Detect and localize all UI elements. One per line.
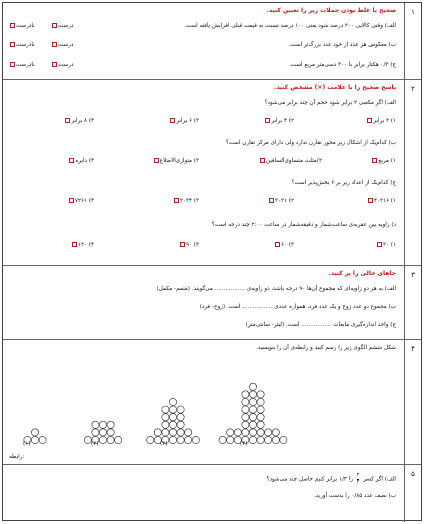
mcq-b-option-1[interactable]: ۱) مربع [371, 158, 396, 165]
checkbox[interactable] [154, 158, 159, 163]
pattern-circle-fig4 [249, 436, 256, 443]
pattern-circle-fig3 [177, 414, 184, 421]
pattern-circle-fig3 [169, 398, 176, 405]
pattern-circle-fig2 [115, 436, 122, 443]
checkbox[interactable] [275, 242, 280, 247]
mcq-b-option-2[interactable]: ۲)مثلث متساوی‌الساقین [259, 158, 322, 165]
question-5b: ب) نصف عدد ۰/۸۵ را بدست آورید. [313, 493, 396, 499]
pattern-circle-fig2 [99, 429, 106, 436]
pattern-circle-fig3 [169, 436, 176, 443]
mcq-a-option-3[interactable]: ۳) ۶ برابر [169, 118, 199, 125]
fraction: ۲ ۴ [356, 472, 360, 485]
pattern-circle-fig4 [219, 436, 226, 443]
checkbox[interactable] [174, 198, 179, 203]
answer-true-c[interactable]: درست [51, 62, 73, 69]
pattern-circle-fig4 [249, 421, 256, 428]
figure-label-2: (۲) [91, 441, 99, 447]
pattern-circle-fig4 [249, 383, 256, 390]
question-number: ۲ [404, 80, 421, 265]
pattern-circle-fig3 [169, 414, 176, 421]
question-title: شکل ششم الگوی زیر را رسم کنید و رابطه‌ی آن را بنویسید. [256, 345, 396, 351]
mcq-c-option-4[interactable]: ۴) ۷۲۶۱ [68, 198, 94, 205]
question-title: جاهای خالی را پر کنید. [328, 270, 396, 277]
statement-b: ب) معکوس هر عدد از خود عدد بزرگ‌تر است. [288, 42, 396, 48]
pattern-circle-fig2 [107, 421, 114, 428]
pattern-circle-fig4 [265, 436, 272, 443]
answer-false-c[interactable]: نادرست [9, 62, 35, 69]
checkbox[interactable] [72, 242, 77, 247]
question-2 [3, 80, 421, 266]
question-number: ۴ [404, 340, 421, 464]
checkbox[interactable] [52, 62, 57, 67]
pattern-circle-fig4 [249, 391, 256, 398]
checkbox[interactable] [10, 23, 15, 28]
question-5a: الف) اگر کسر ۲ ۴ را ۱/۳ برابر کنیم حاصل چند می‌شود؟ [266, 472, 396, 485]
pattern-circle-fig4 [257, 398, 264, 405]
checkbox[interactable] [372, 158, 377, 163]
mcq-c-option-2[interactable]: ۲) ۳۰۲۱ [268, 198, 294, 205]
pattern-circle-fig2 [107, 436, 114, 443]
pattern-circle-fig3 [177, 429, 184, 436]
checkbox[interactable] [269, 198, 274, 203]
question-1 [3, 3, 421, 80]
checkbox[interactable] [368, 198, 373, 203]
checkbox[interactable] [52, 42, 57, 47]
pattern-circle-fig2 [92, 421, 99, 428]
pattern-circle-fig4 [257, 436, 264, 443]
relation-label: :رابطه [9, 454, 25, 460]
pattern-circle-fig2 [99, 421, 106, 428]
mcq-d-option-3[interactable]: ۳) ۹۰ [179, 242, 199, 249]
checkbox[interactable] [52, 23, 57, 28]
figure-label-4: (۴) [240, 441, 248, 447]
statement-a: الف) وقتی کالایی ۲۰۰ درصد شود یعنی ۱۰۰ درصد نسبت به قیمت قبلی افزایش یافته است. [184, 23, 396, 29]
mcq-d-option-1[interactable]: ۱) ۳۰ [376, 242, 396, 249]
pattern-circle-fig3 [147, 436, 154, 443]
pattern-circle-fig4 [257, 429, 264, 436]
answer-false-a[interactable]: نادرست [9, 23, 35, 30]
figure-label-3: (۳) [160, 441, 168, 447]
pattern-circle-fig4 [249, 414, 256, 421]
pattern-circle-fig4 [272, 429, 279, 436]
checkbox[interactable] [265, 118, 270, 123]
pattern-circle-fig4 [272, 436, 279, 443]
mcq-d-option-4[interactable]: ۴) ۱۲۰ [71, 242, 94, 249]
mcq-a-option-4[interactable]: ۴) ۸ برابر [64, 118, 94, 125]
question-number: ۱ [404, 3, 421, 79]
mcq-a-option-1[interactable]: ۱) ۲ برابر [366, 118, 396, 125]
blank-b: ب) مجموع دو عدد زوج و یک عدد فرد، همواره عددی ................. است. (زوج- فرد) [199, 304, 396, 310]
pattern-circle-fig3 [162, 429, 169, 436]
checkbox[interactable] [65, 118, 70, 123]
pattern-circle-fig3 [177, 436, 184, 443]
mcq-d-option-2[interactable]: ۲) ۶۰ [274, 242, 294, 249]
statement-c: ج) ۰/۳ هکتار برابر با ۳۰۰ دسی‌متر مربع است. [289, 62, 396, 68]
pattern-circle-fig4 [280, 436, 287, 443]
figure-label-1: (۱) [23, 441, 31, 447]
answer-true-a[interactable]: درست [51, 23, 73, 30]
mcq-c-text: ج) کدام‌یک از اعداد زیر بر ۶ بخش‌پذیر است؟ [291, 180, 396, 186]
pattern-circle-fig3 [154, 429, 161, 436]
pattern-circle-fig4 [227, 429, 234, 436]
blank-a: الف) به هر دو زاویه‌ای که مجموع آن‌ها ۹۰ درجه باشد، دو زاویه‌ی ................. می‌گویند. (متمم- مکمل) [156, 286, 396, 292]
pattern-circle-fig4 [242, 391, 249, 398]
pattern-circle-fig3 [185, 436, 192, 443]
checkbox[interactable] [10, 62, 15, 67]
pattern-circle-fig4 [242, 429, 249, 436]
pattern-circle-fig4 [242, 406, 249, 413]
pattern-circle-fig4 [257, 406, 264, 413]
checkbox[interactable] [10, 42, 15, 47]
question-4 [3, 340, 421, 465]
answer-false-b[interactable]: نادرست [9, 42, 35, 49]
pattern-circle-fig3 [162, 406, 169, 413]
mcq-c-option-1[interactable]: ۱) ۴۰۲۱۶ [367, 198, 396, 205]
mcq-d-text: د) زاویه بین عقربه‌ی ساعت‌شمار و دقیقه‌شمار در ساعت ۲:۰۰ چند درجه است؟ [211, 222, 396, 228]
mcq-b-option-4[interactable]: ۴) دایره [68, 158, 94, 165]
pattern-circle-fig3 [169, 429, 176, 436]
pattern-circle-fig4 [242, 421, 249, 428]
pattern-circle-fig4 [257, 421, 264, 428]
pattern-circle-fig3 [169, 421, 176, 428]
mcq-b-text: ب) کدام‌یک از اشکال زیر محور تقارن ندارد ولی دارای مرکز تقارن است؟ [225, 140, 396, 146]
pattern-circle-fig4 [257, 414, 264, 421]
worksheet [2, 2, 422, 521]
pattern-circle-fig4 [249, 429, 256, 436]
pattern-circle-fig3 [192, 436, 199, 443]
pattern-circle-fig1 [31, 436, 38, 443]
pattern-circle-fig1 [31, 429, 38, 436]
checkbox[interactable] [170, 118, 175, 123]
pattern-circle-fig4 [249, 406, 256, 413]
question-title: صحیح یا غلط بودن جملات زیر را تعیین کنید. [266, 7, 396, 14]
mcq-b-option-3[interactable]: ۳) متوازی‌الاضلاع [153, 158, 199, 165]
checkbox[interactable] [180, 242, 185, 247]
answer-true-b[interactable]: درست [51, 42, 73, 49]
checkbox[interactable] [69, 158, 74, 163]
question-number: ۳ [404, 266, 421, 339]
pattern-circle-fig4 [234, 429, 241, 436]
mcq-a-option-2[interactable]: ۲) ۴ برابر [264, 118, 294, 125]
pattern-circle-fig3 [177, 406, 184, 413]
pattern-circle-fig3 [162, 421, 169, 428]
question-title: پاسخ صحیح را با علامت (×) مشخص کنید. [274, 84, 396, 91]
pattern-circle-fig2 [107, 429, 114, 436]
circle-pattern-figure [13, 354, 313, 454]
pattern-circle-fig3 [169, 406, 176, 413]
pattern-circle-fig4 [257, 391, 264, 398]
checkbox[interactable] [69, 198, 74, 203]
question-number: ۵ [404, 465, 421, 522]
pattern-circle-fig4 [265, 429, 272, 436]
mcq-c-option-3[interactable]: ۳) ۲۰۳۴ [173, 198, 199, 205]
question-5 [3, 465, 421, 522]
checkbox[interactable] [367, 118, 372, 123]
pattern-circle-fig4 [227, 436, 234, 443]
pattern-circle-fig4 [242, 398, 249, 405]
pattern-circle-fig2 [92, 429, 99, 436]
question-3 [3, 266, 421, 340]
checkbox[interactable] [377, 242, 382, 247]
blank-c: ج) واحد اندازه‌گیری مایعات ................. است. (لیتر- سانتی‌متر) [245, 322, 396, 328]
pattern-circle-fig3 [177, 421, 184, 428]
pattern-circle-fig3 [185, 429, 192, 436]
pattern-circle-fig4 [242, 414, 249, 421]
pattern-circle-fig2 [99, 436, 106, 443]
pattern-circle-fig4 [249, 398, 256, 405]
pattern-circle-fig1 [39, 436, 46, 443]
pattern-circle-fig3 [162, 414, 169, 421]
checkbox[interactable] [260, 158, 265, 163]
mcq-a-text: الف) اگر مکعبی ۲ برابر شود حجم آن چند برابر می‌شود؟ [264, 100, 396, 106]
